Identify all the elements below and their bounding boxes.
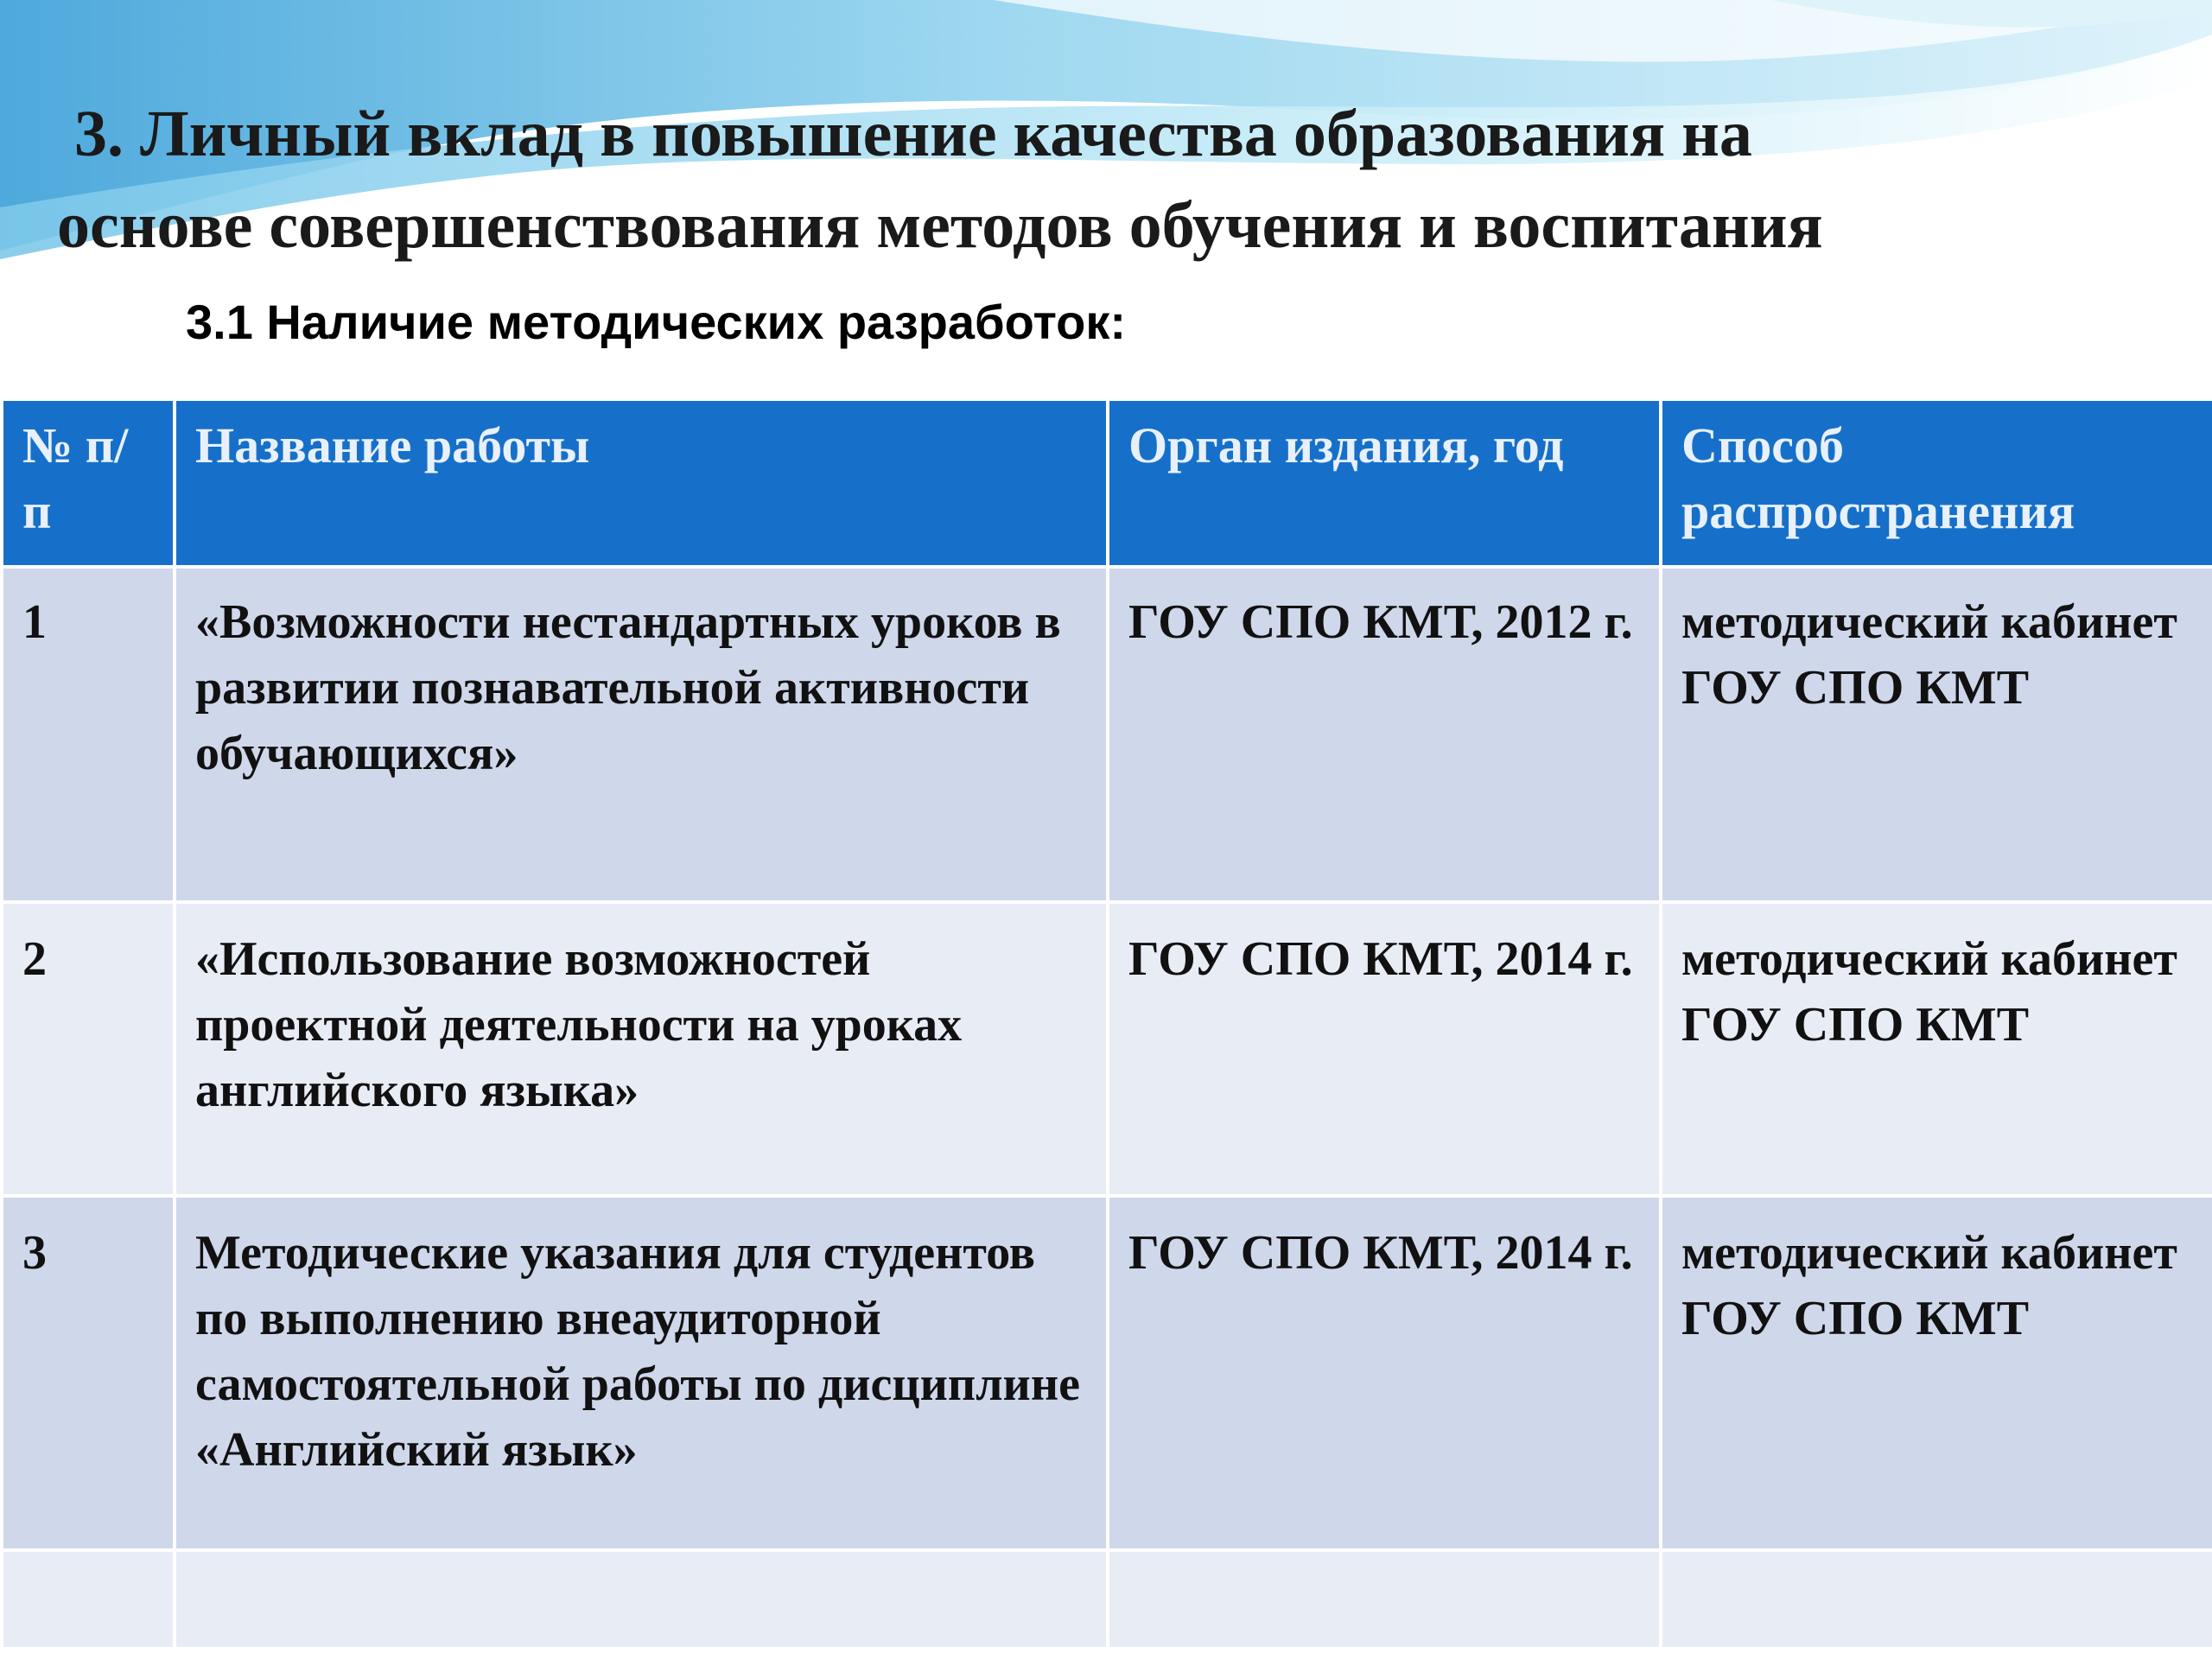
cell-num: 3 [2, 1196, 175, 1550]
header-distribution: Способ распространения [1661, 399, 2212, 567]
cell-distribution: методический кабинет ГОУ СПО КМТ [1661, 567, 2212, 902]
cell-publisher: ГОУ СПО КМТ, 2012 г. [1108, 567, 1661, 902]
cell-empty [1108, 1550, 1661, 1649]
cell-num: 1 [2, 567, 175, 902]
cell-distribution: методический кабинет ГОУ СПО КМТ [1661, 902, 2212, 1196]
slide-title [57, 88, 2183, 271]
cell-empty [1661, 1550, 2212, 1649]
section-subtitle: 3.1 Наличие методических разработок: [186, 295, 1127, 349]
cell-distribution: методический кабинет ГОУ СПО КМТ [1661, 1196, 2212, 1550]
title-line-2: основе совершенствования методов обучения и воспитания [57, 189, 1823, 262]
table-header-row [2, 399, 2212, 567]
table-empty-row [2, 1550, 2212, 1649]
cell-name: Методические указания для студентов по выполнению внеаудиторной самостоятельной работы по дисциплине «Английский язык» [175, 1196, 1108, 1550]
table-row [2, 1196, 2212, 1550]
cell-empty [2, 1550, 175, 1649]
table-row [2, 567, 2212, 902]
cell-publisher: ГОУ СПО КМТ, 2014 г. [1108, 902, 1661, 1196]
developments-table [0, 397, 2212, 1650]
cell-num: 2 [2, 902, 175, 1196]
header-name: Название работы [175, 399, 1108, 567]
cell-publisher: ГОУ СПО КМТ, 2014 г. [1108, 1196, 1661, 1550]
header-publisher: Орган издания, год [1108, 399, 1661, 567]
title-line-1: 3. Личный вклад в повышение качества образования на [74, 98, 1752, 170]
table-row [2, 902, 2212, 1196]
cell-empty [175, 1550, 1108, 1649]
cell-name: «Использование возможностей проектной деятельности на уроках английского языка» [175, 902, 1108, 1196]
header-num: № п/п [2, 399, 175, 567]
cell-name: «Возможности нестандартных уроков в развитии познавательной активности обучающихся» [175, 567, 1108, 902]
